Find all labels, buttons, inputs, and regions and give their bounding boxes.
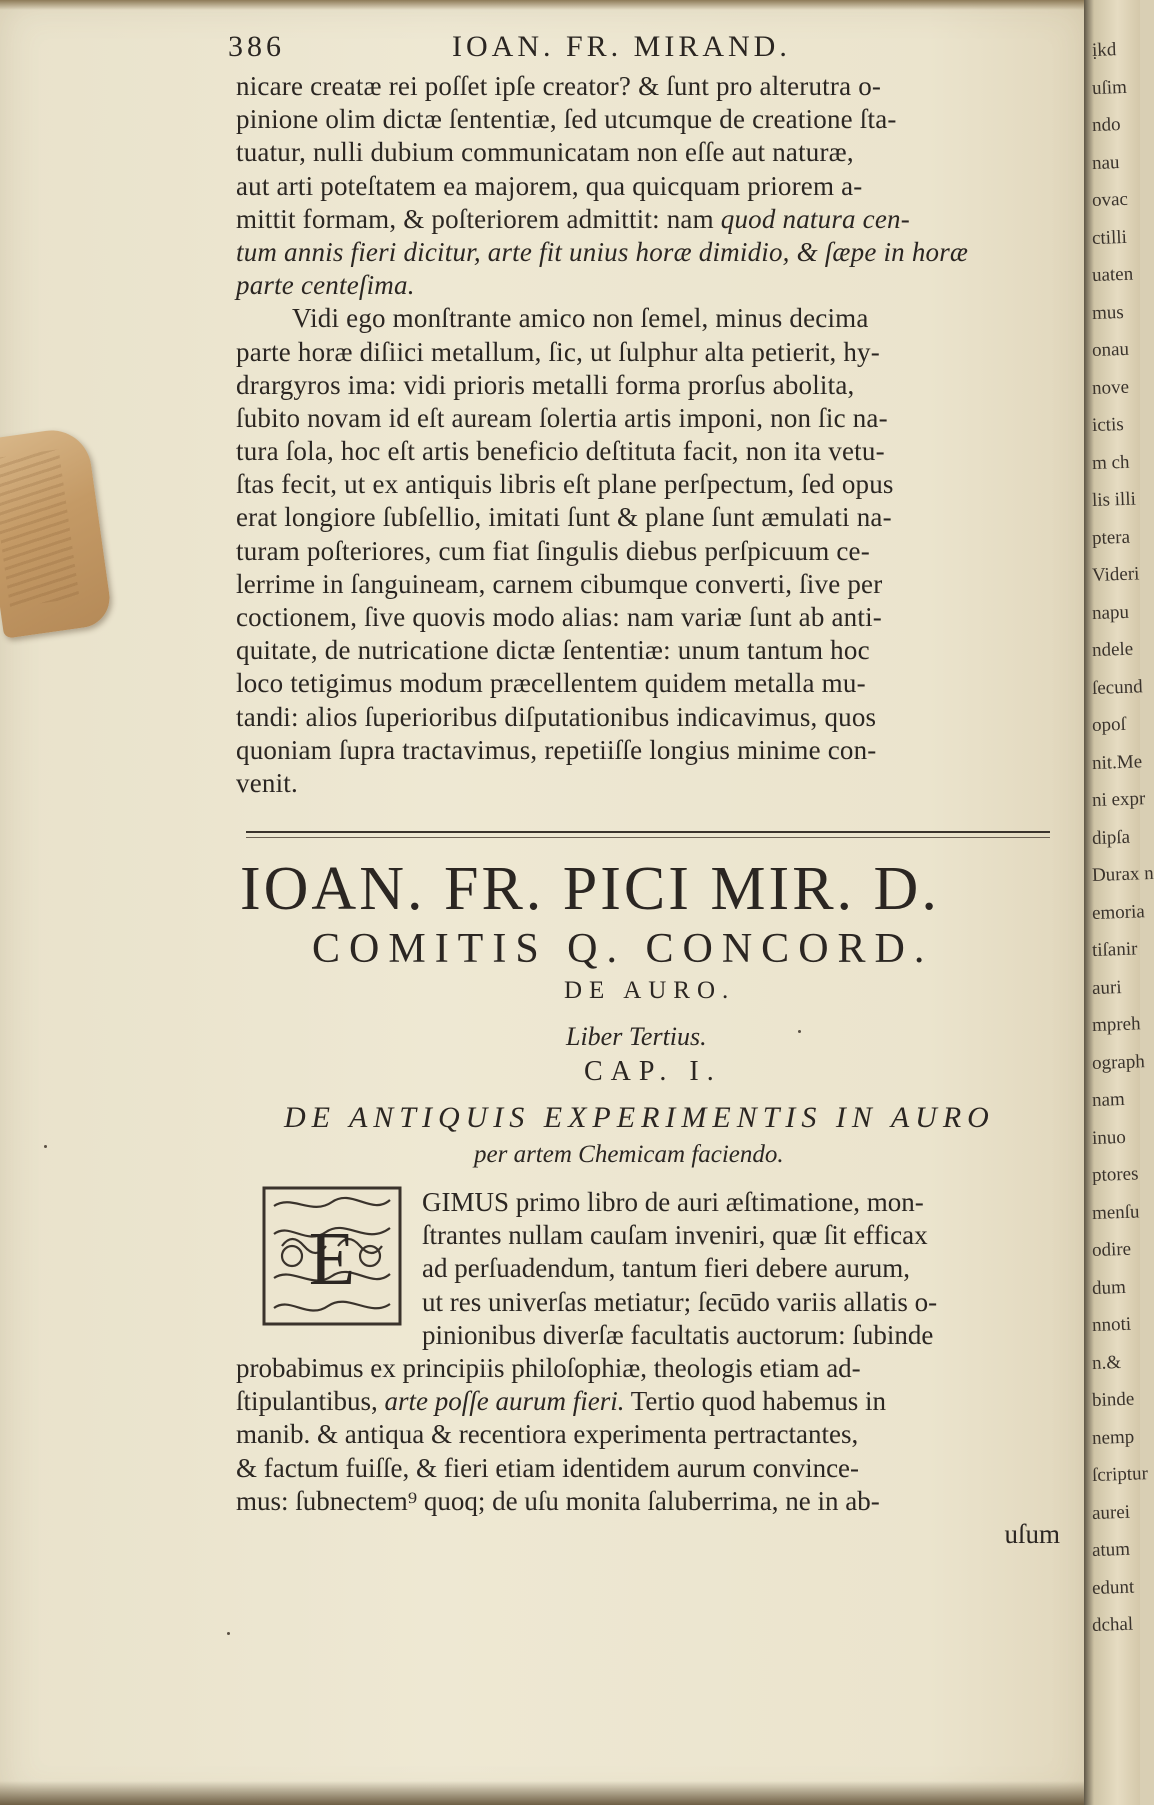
body-line	[236, 402, 1046, 435]
body-line-text: parte horæ diſiici metallum, ſic, ut ſulphur alta petierit, hy-	[236, 336, 880, 367]
body-line	[236, 170, 1046, 203]
adjacent-page-fragment: ndo	[1091, 114, 1121, 137]
adjacent-page-fragment: menſu	[1091, 1200, 1140, 1224]
adjacent-page-fragment: ſecund	[1091, 675, 1144, 699]
body-line-text: quitate, de nutricatione dictæ ſententiæ: unum tantum hoc	[236, 635, 870, 666]
adjacent-page-fragment: dchal	[1091, 1613, 1134, 1637]
adjacent-page-fragment: inuo	[1091, 1126, 1127, 1149]
body-line-text: drargyros ima: vidi prioris metalli forma prorſus abolita,	[236, 369, 855, 400]
chapter-line-text: ſtipulantibus,	[236, 1386, 385, 1417]
adjacent-page-fragment: ndele	[1091, 638, 1134, 662]
body-line-text: ſubito novam id eſt auream ſolertia artis imponi, non ſic na-	[236, 402, 888, 433]
adjacent-page-fragment: n.&	[1091, 1351, 1122, 1374]
adjacent-page-edge	[1084, 0, 1154, 1805]
adjacent-page-fragment: ovac	[1091, 188, 1129, 212]
body-line-text: mittit formam, & poſteriorem admittit: nam	[236, 203, 721, 234]
body-line	[236, 136, 1046, 169]
chapter-line	[236, 1286, 1066, 1319]
chapter-line	[236, 1452, 1066, 1485]
top-edge-shadow	[0, 0, 1092, 10]
chapter-line-text: mus: ſubnectem⁹ quoq; de uſu monita ſaluberrima, ne in ab-	[236, 1485, 880, 1516]
chapter-subheading: per artem Chemicam faciendo.	[474, 1141, 784, 1168]
adjacent-page-fragment: lis illi	[1091, 488, 1137, 512]
body-line-italic: parte centeſima.	[236, 270, 415, 301]
chapter-label: CAP. I.	[584, 1056, 722, 1087]
adjacent-page-fragment: aurei	[1091, 1501, 1131, 1524]
chapter-title-count: COMITIS Q. CONCORD.	[312, 926, 934, 972]
body-line-italic: quod natura cen-	[720, 203, 910, 234]
adjacent-page-fragment: emoria	[1091, 900, 1146, 924]
body-line	[236, 369, 1046, 402]
adjacent-page-fragment: ictis	[1091, 413, 1125, 437]
adjacent-page-fragment: ịkd	[1091, 39, 1117, 62]
chapter-title-work: DE AURO.	[564, 977, 736, 1004]
adjacent-page-fragment: odire	[1091, 1238, 1132, 1262]
body-line-text: loco tetigimus modum præcellentem quidem metalla mu-	[236, 668, 866, 699]
body-line-text: tandi: alios ſuperioribus diſputationibus indicavimus, quos	[236, 701, 877, 732]
adjacent-page-fragment: Videri	[1091, 563, 1140, 587]
body-line	[236, 568, 1046, 601]
adjacent-page-fragment: ni expr	[1091, 788, 1146, 812]
body-line	[236, 302, 1046, 335]
body-line-italic: tum annis fieri dicitur, arte fit unius horæ dimidio, & ſæpe in horæ	[236, 236, 969, 267]
body-line	[236, 103, 1046, 136]
adjacent-page-fragment: nit.Me	[1091, 750, 1143, 774]
body-line	[236, 601, 1046, 634]
chapter-line-after: Tertio quod habemus in	[624, 1386, 887, 1417]
adjacent-page-fragment: ctilli	[1091, 226, 1128, 249]
adjacent-page-fragment: ſcriptur	[1091, 1463, 1149, 1487]
body-line-text: aut arti poteſtatem ea majorem, qua quicquam priorem a-	[236, 170, 863, 201]
body-line	[236, 468, 1046, 501]
adjacent-page-fragment: nemp	[1091, 1426, 1135, 1449]
adjacent-page-fragment: ptera	[1091, 526, 1131, 549]
chapter-line	[236, 1352, 1066, 1385]
chapter-line-text: uſum	[1004, 1518, 1060, 1549]
chapter-line	[236, 1219, 1066, 1252]
body-line-text: Vidi ego monſtrante amico non ſemel, minus decima	[292, 303, 869, 334]
paper-speck	[227, 1632, 230, 1635]
body-line-text: coctionem, ſive quovis modo alias: nam variæ ſunt ab anti-	[236, 602, 882, 632]
paper-speck	[44, 1145, 47, 1148]
body-line	[236, 70, 1046, 103]
adjacent-page-fragment: Durax n	[1091, 862, 1154, 887]
body-line-text: nicare creatæ rei poſſet ipſe creator? & ſunt pro alterutra o-	[236, 71, 882, 101]
adjacent-page-fragment: edunt	[1091, 1576, 1135, 1599]
adjacent-page-fragment: napu	[1091, 601, 1130, 624]
adjacent-page-fragment: nam	[1091, 1088, 1126, 1112]
chapter-line-text: manib. & antiqua & recentiora experimenta pertractantes,	[236, 1419, 859, 1450]
body-line	[236, 767, 1046, 800]
body-line-text: quoniam ſupra tractavimus, repetiiſſe longius minime con-	[236, 734, 877, 765]
chapter-line-text: ut res univerſas metiatur; ſecūdo variis allatis o-	[422, 1286, 938, 1317]
chapter-line	[236, 1186, 1066, 1219]
body-line	[236, 734, 1046, 767]
adjacent-page-fragment: opoſ	[1091, 713, 1127, 737]
running-header	[228, 30, 928, 70]
chapter-line	[236, 1485, 1066, 1518]
body-line	[236, 701, 1046, 734]
section-divider-rule	[246, 831, 1050, 838]
bottom-edge-shadow	[0, 1781, 1092, 1805]
adjacent-page-fragment: binde	[1091, 1388, 1135, 1412]
chapter-line	[236, 1385, 1066, 1418]
body-line-text: venit.	[236, 767, 298, 798]
body-line	[236, 535, 1046, 568]
chapter-line-text: probabimus ex principiis philoſophiæ, theologis etiam ad-	[236, 1352, 861, 1383]
adjacent-page-fragment: mpreh	[1091, 1013, 1141, 1037]
body-line-text: tura ſola, hoc eſt artis beneficio deſtituta facit, non ita vetu-	[236, 436, 885, 467]
adjacent-page-fragment: onau	[1091, 338, 1130, 362]
body-line-text: pinione olim dictæ ſententiæ, ſed utcumque de creatione ſta-	[236, 104, 897, 135]
chapter-line-italic: arte poſſe aurum fieri.	[384, 1386, 625, 1417]
adjacent-page-fragment: uaten	[1091, 263, 1134, 287]
chapter-line	[236, 1418, 1066, 1451]
body-line	[236, 269, 1046, 302]
chapter-line	[236, 1319, 1066, 1352]
chapter-line-text: pinionibus diverſæ facultatis auctorum: ſubinde	[422, 1319, 934, 1350]
chapter-line-text: ſtrantes nullam cauſam inveniri, quæ ſit efficax	[422, 1220, 928, 1251]
body-line	[236, 667, 1046, 700]
chapter-line-text: & factum fuiſſe, & fieri etiam identidem aurum convince-	[236, 1452, 860, 1483]
adjacent-page-fragment: tiſanir	[1091, 938, 1138, 962]
chapter-line-text: ad perſuadendum, tantum fieri debere aurum,	[422, 1253, 911, 1284]
adjacent-page-fragment: ograph	[1091, 1050, 1146, 1074]
chapter-title-author: IOAN. FR. PICI MIR. D.	[240, 855, 940, 923]
body-line	[236, 435, 1046, 468]
body-line	[236, 501, 1046, 534]
chapter-line	[236, 1252, 1066, 1285]
adjacent-page-fragment: mus	[1091, 301, 1125, 324]
adjacent-page-fragment: nau	[1091, 151, 1120, 174]
adjacent-page-fragment: uſim	[1091, 76, 1128, 99]
body-line	[236, 236, 1046, 269]
body-line-text: lerrime in ſanguineam, carnem cibumque converti, ſive per	[236, 568, 883, 599]
book-label: Liber Tertius.	[566, 1022, 707, 1051]
adjacent-page-fragment: dipſa	[1091, 826, 1131, 849]
chapter-heading: DE ANTIQUIS EXPERIMENTIS IN AURO	[284, 1101, 995, 1134]
adjacent-page-fragment: auri	[1091, 976, 1122, 999]
adjacent-page-fragment: nnoti	[1091, 1313, 1132, 1337]
adjacent-page-fragment: m ch	[1091, 451, 1130, 474]
body-line-text: erat longiore ſubſellio, imitati ſunt & plane ſunt æmulati na-	[236, 502, 892, 533]
body-line	[236, 336, 1046, 369]
body-line	[236, 634, 1046, 667]
chapter-body-text	[236, 1186, 1066, 1551]
chapter-line-text: GIMUS primo libro de auri æſtimatione, mon-	[422, 1187, 924, 1217]
body-line-text: tuatur, nulli dubium communicatam non eſſe aut naturæ,	[236, 137, 854, 168]
page-number: 386	[228, 30, 285, 63]
body-text	[236, 70, 1046, 800]
adjacent-page-fragment: dum	[1091, 1276, 1127, 1299]
body-line	[236, 203, 1046, 236]
svg-text:E: E	[308, 1217, 356, 1301]
paper-speck	[798, 1030, 801, 1033]
adjacent-page-fragment: atum	[1091, 1538, 1131, 1562]
adjacent-page-fragment: ptores	[1091, 1163, 1139, 1187]
adjacent-page-fragment: nove	[1091, 376, 1130, 399]
body-line-text: turam poſteriores, cum fiat ſingulis diebus perſpicuum ce-	[236, 535, 870, 566]
body-line-text: ſtas fecit, ut ex antiquis libris eſt plane perſpectum, ſed opus	[236, 469, 894, 500]
chapter-line	[236, 1518, 1066, 1551]
running-title: IOAN. FR. MIRAND.	[452, 30, 791, 63]
